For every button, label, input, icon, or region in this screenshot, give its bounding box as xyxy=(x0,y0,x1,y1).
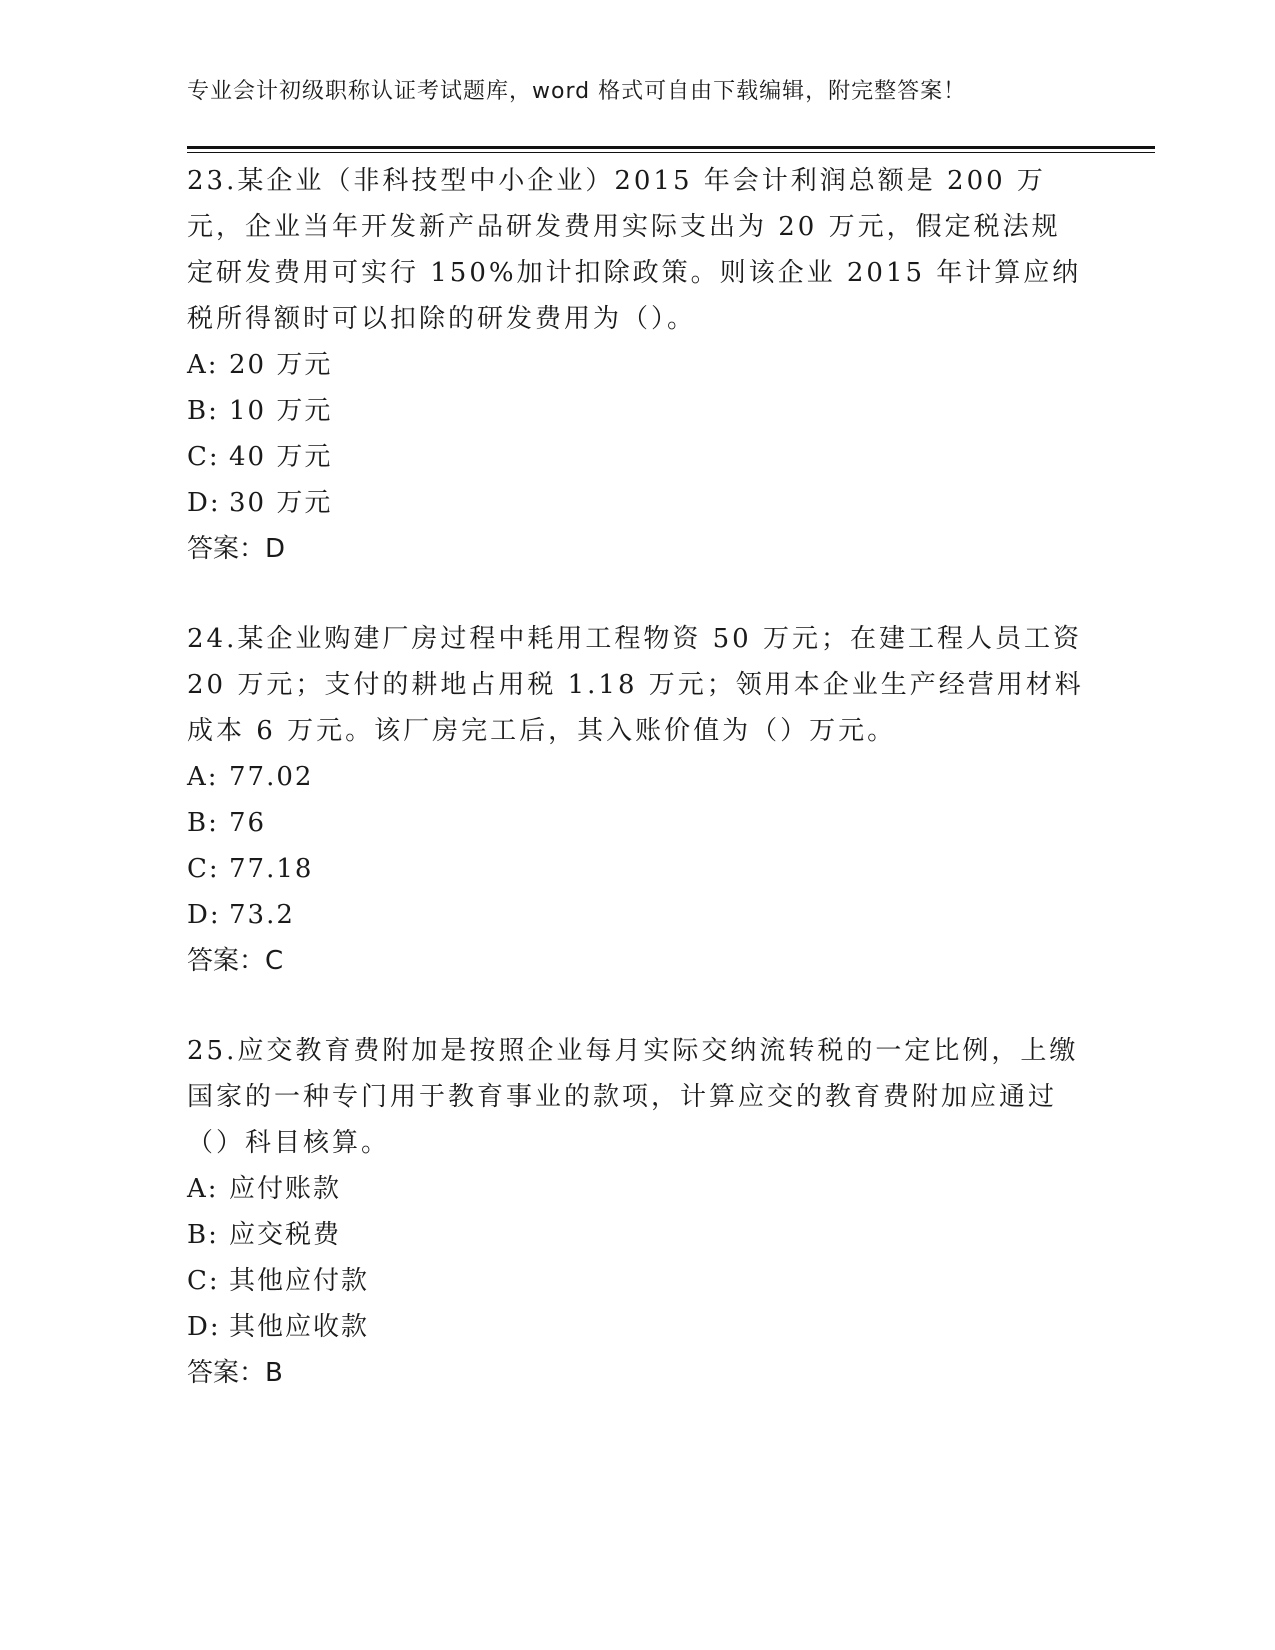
option-letter: D: xyxy=(187,1312,221,1342)
question-text: 23.某企业（非科技型中小企业）2015 年会计利润总额是 200 万元，企业当年开发新产品研发费用实际支出为 20 万元，假定税法规定研发费用可实行 150%加计扣除政策。则该企业 2015 年计算应纳税所得额时可以扣除的研发费用为（）。 xyxy=(187,166,1082,334)
question-25 xyxy=(187,1028,1087,1396)
answer-line: 答案：B xyxy=(187,1358,283,1388)
option-c xyxy=(187,434,1087,480)
option-a xyxy=(187,754,1087,800)
option-letter: C: xyxy=(187,1266,220,1296)
option-text: 20 万元 xyxy=(229,350,333,380)
header-divider-thin xyxy=(187,152,1155,153)
option-c xyxy=(187,1258,1087,1304)
option-text: 30 万元 xyxy=(229,488,333,518)
option-c xyxy=(187,846,1087,892)
option-text: 73.2 xyxy=(229,900,295,930)
option-b xyxy=(187,800,1087,846)
option-letter: B: xyxy=(187,808,219,838)
question-list xyxy=(187,158,1087,1440)
option-text: 10 万元 xyxy=(229,396,333,426)
page-header: 专业会计初级职称认证考试题库，word 格式可自由下载编辑，附完整答案！ xyxy=(187,79,967,104)
option-a xyxy=(187,342,1087,388)
option-letter: A: xyxy=(187,350,219,380)
option-letter: B: xyxy=(187,396,219,426)
option-text: 40 万元 xyxy=(229,442,333,472)
option-letter: D: xyxy=(187,488,221,518)
option-text: 其他应付款 xyxy=(229,1266,370,1296)
option-d xyxy=(187,480,1087,526)
option-letter: C: xyxy=(187,442,220,472)
answer-line: 答案：C xyxy=(187,946,284,976)
header-divider xyxy=(187,146,1155,149)
option-letter: B: xyxy=(187,1220,219,1250)
option-d xyxy=(187,892,1087,938)
question-text: 25.应交教育费附加是按照企业每月实际交纳流转税的一定比例，上缴国家的一种专门用于教育事业的款项，计算应交的教育费附加应通过（）科目核算。 xyxy=(187,1036,1079,1158)
answer-line: 答案：D xyxy=(187,534,286,564)
question-24 xyxy=(187,616,1087,984)
option-text: 其他应收款 xyxy=(229,1312,370,1342)
option-text: 77.18 xyxy=(229,854,314,884)
option-b xyxy=(187,388,1087,434)
option-text: 应付账款 xyxy=(229,1174,342,1204)
option-b xyxy=(187,1212,1087,1258)
option-letter: C: xyxy=(187,854,220,884)
option-letter: A: xyxy=(187,1174,219,1204)
question-text: 24.某企业购建厂房过程中耗用工程物资 50 万元；在建工程人员工资 20 万元；支付的耕地占用税 1.18 万元；领用本企业生产经营用材料成本 6 万元。该厂房完工后，其入账价值为（）万元。 xyxy=(187,624,1084,746)
question-23 xyxy=(187,158,1087,572)
option-d xyxy=(187,1304,1087,1350)
option-letter: D: xyxy=(187,900,221,930)
option-text: 77.02 xyxy=(229,762,314,792)
option-text: 76 xyxy=(229,808,267,838)
option-a xyxy=(187,1166,1087,1212)
option-text: 应交税费 xyxy=(229,1220,342,1250)
option-letter: A: xyxy=(187,762,219,792)
